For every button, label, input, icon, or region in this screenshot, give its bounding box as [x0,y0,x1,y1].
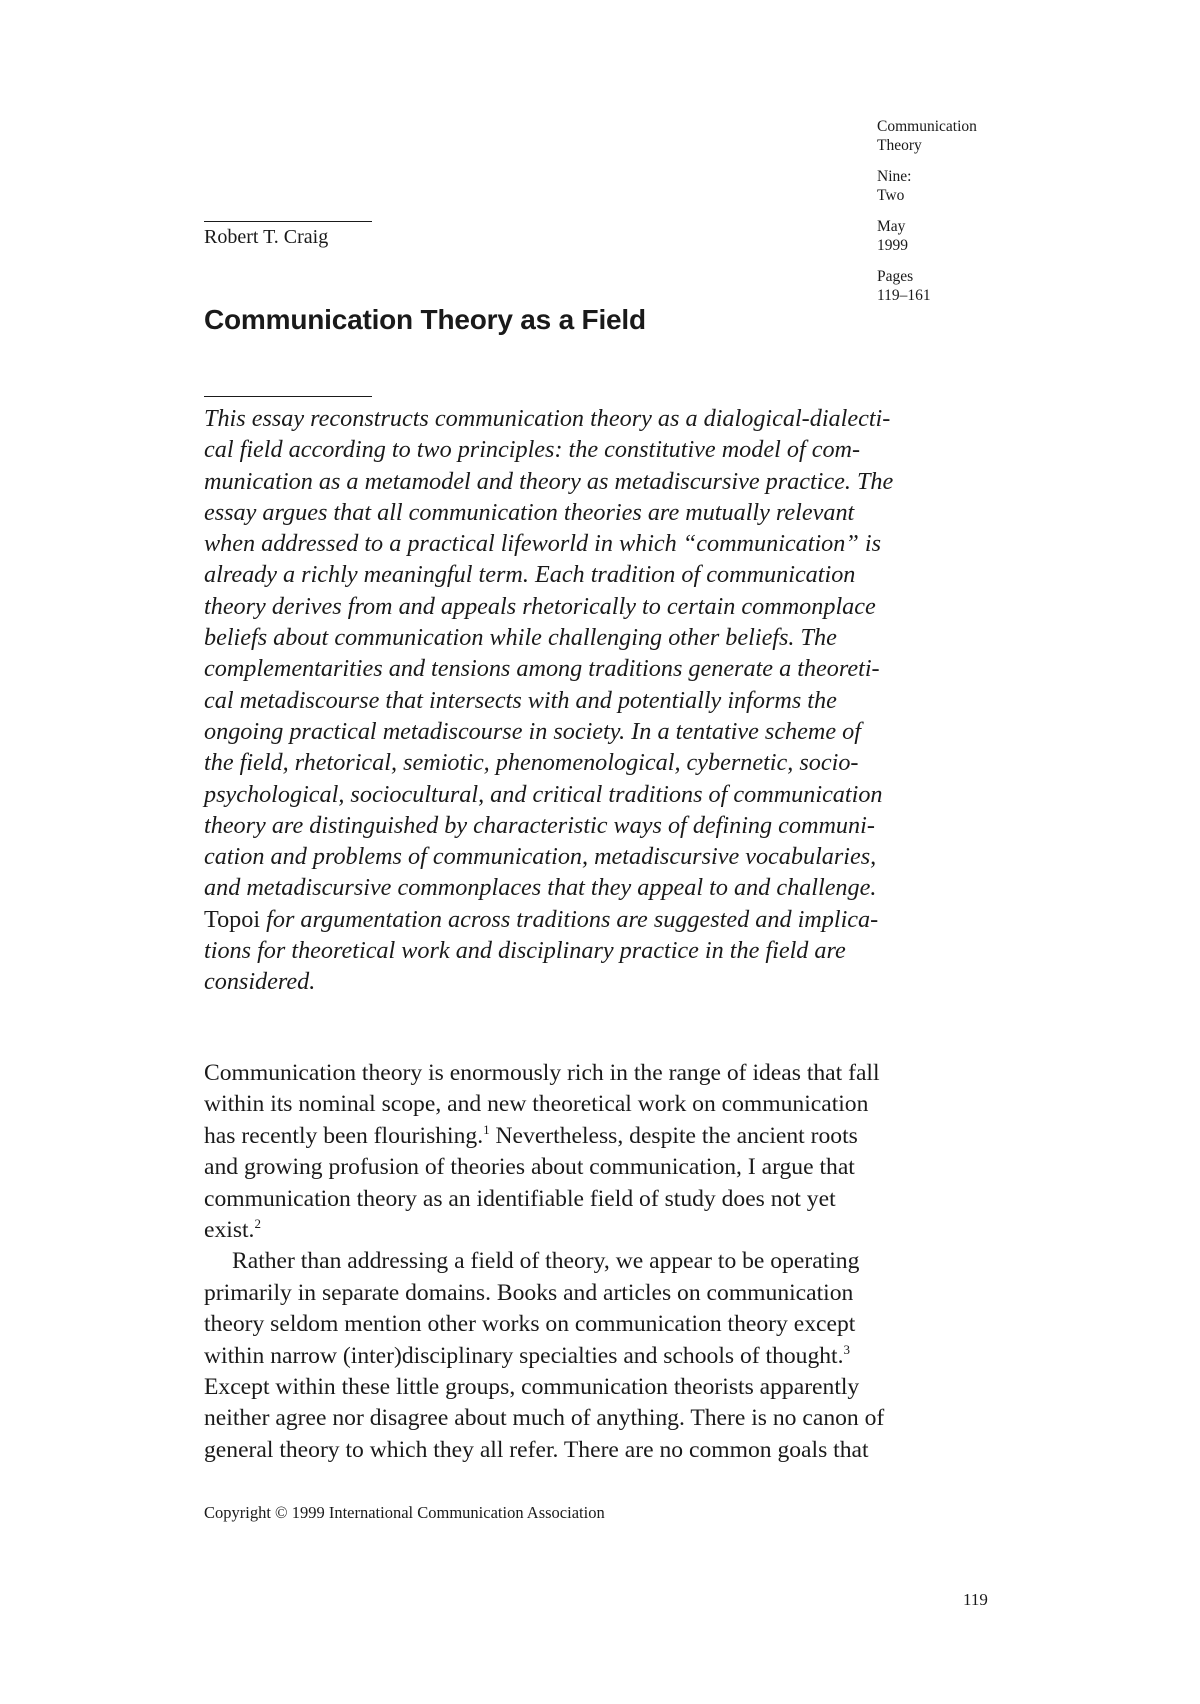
body-line: and growing profusion of theories about communication, I argue that [204,1154,855,1181]
footnote-ref-1[interactable]: 1 [483,1121,490,1137]
journal-info-sidebar [877,117,1017,317]
abstract-rule [204,396,372,397]
page-number: 119 [963,1590,988,1609]
body-line: exist.$^2$ [204,1216,261,1244]
journal-name: Communication Theory [877,118,977,154]
paragraph-1 [204,1058,1004,1246]
abstract-line: cal metadiscourse that intersects with and potentially informs the [204,686,837,714]
author-name: Robert T. Craig [204,226,329,248]
body-line: within its nominal scope, and new theoretical work on communication [204,1091,869,1118]
abstract [204,403,1004,998]
abstract-line: the field, rhetorical, semiotic, phenomenological, cybernetic, socio- [204,749,859,777]
author-rule [204,221,372,222]
abstract-line: considered. [204,968,316,996]
abstract-line: cation and problems of communication, metadiscursive vocabularies, [204,843,877,871]
body-line: Rather than addressing a field of theory, we appear to be operating [232,1248,860,1275]
abstract-line: and metadiscursive commonplaces that they appeal to and challenge. [204,874,877,902]
article-title: Communication Theory as a Field [204,304,646,335]
body-line: general theory to which they all refer. There are no common goals that [204,1436,869,1463]
footnote-ref-3[interactable]: 3 [843,1341,851,1357]
paragraph-2 [204,1246,1004,1466]
abstract-line: theory derives from and appeals rhetorically to certain commonplace [204,592,876,620]
body-text [204,1058,1004,1466]
body-line: neither agree nor disagree about much of anything. There is no canon of [204,1405,885,1432]
copyright-notice: Copyright © 1999 International Communication Association [204,1503,605,1522]
volume-issue: Nine: Two [877,168,912,204]
body-line: primarily in separate domains. Books and articles on communication [204,1279,854,1306]
body-line: communication theory as an identifiable field of study does not yet [204,1185,836,1212]
abstract-line: Topoi for argumentation across traditions are suggested and implica- [204,905,879,933]
abstract-line: when addressed to a practical lifeworld in which “communication” is [204,530,882,558]
body-line: theory seldom mention other works on communication theory except [204,1311,856,1338]
abstract-line: theory are distinguished by characteristic ways of defining communi- [204,811,875,839]
body-line: within narrow (inter)disciplinary specialties and schools of thought.$^3$ [204,1341,851,1369]
page-range: Pages 119–161 [877,268,931,304]
abstract-line: psychological, sociocultural, and critical traditions of communication [204,780,883,808]
abstract-line: already a richly meaningful term. Each tradition of communication [204,561,856,589]
body-line: has recently been flourishing.$^1$ Nevertheless, despite the ancient roots [204,1121,858,1149]
footnote-ref-2[interactable]: 2 [254,1216,261,1232]
abstract-line: complementarities and tensions among traditions generate a theoreti- [204,655,880,683]
abstract-line: tions for theoretical work and disciplinary practice in the field are [204,937,846,965]
body-line: Except within these little groups, communication theorists apparently [204,1374,860,1401]
abstract-line: ongoing practical metadiscourse in society. In a tentative scheme of [204,717,861,745]
body-line: Communication theory is enormously rich in the range of ideas that fall [204,1060,880,1086]
abstract-line: munication as a metamodel and theory as metadiscursive practice. The [204,467,894,495]
topoi-word: Topoi [204,905,261,933]
abstract-line: beliefs about communication while challenging other beliefs. The [204,624,837,652]
abstract-line: cal field according to two principles: the constitutive model of com- [204,436,861,464]
publication-date: May 1999 [877,218,908,254]
abstract-line: This essay reconstructs communication theory as a dialogical-dialecti- [204,405,891,432]
abstract-line: essay argues that all communication theories are mutually relevant [204,498,855,526]
